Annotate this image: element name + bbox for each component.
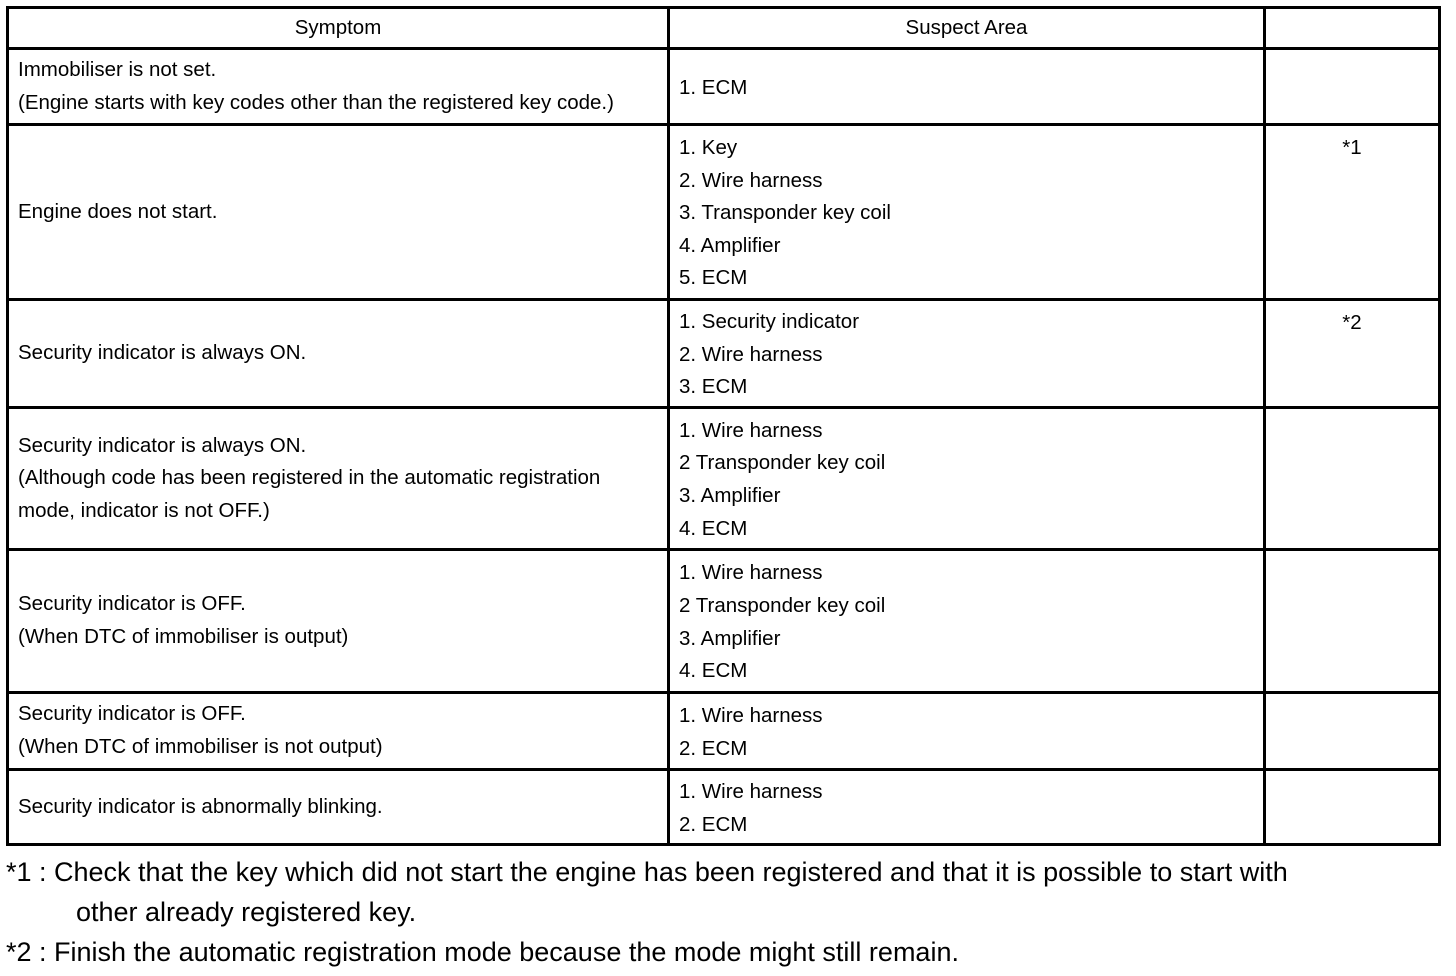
footnote-continuation: other already registered key. [76, 897, 417, 927]
suspect-area-item: 2. Wire harness [679, 168, 823, 192]
symptom-cell [8, 693, 669, 770]
suspect-area-item: 1. Wire harness [679, 780, 823, 803]
table-row [8, 693, 1440, 770]
suspect-area-item: 4. ECM [679, 516, 748, 540]
symptom-cell [8, 770, 669, 845]
symptom-line: (When DTC of immobiliser is output) [18, 625, 349, 648]
suspect-area-item: 1. ECM [679, 75, 748, 99]
suspect-area-item: 1. Wire harness [679, 418, 823, 442]
footnote-text: *1 : Check that the key which did not start the engine has been registered and that it is possible to start with [6, 857, 1288, 887]
table-body [8, 49, 1440, 845]
symptom-line: Engine does not start. [18, 199, 218, 223]
suspect-area-item: 4. ECM [679, 659, 748, 683]
footnote-text: *2 : Finish the automatic registration mode because the mode might still remain. [6, 937, 959, 967]
symptom-cell [8, 49, 669, 125]
symptom-line: (Although code has been registered in the automatic registration [18, 466, 601, 490]
symptom-line: Security indicator is OFF. [18, 702, 246, 726]
suspect-area-item: 2 Transponder key coil [679, 593, 886, 617]
footnote-2 [6, 932, 1446, 972]
suspect-area-cell [669, 408, 1265, 550]
header-note [1265, 8, 1440, 49]
note-cell [1265, 550, 1440, 693]
note-cell [1265, 770, 1440, 845]
suspect-area-item: 1. Wire harness [679, 561, 823, 585]
symptom-table [6, 6, 1441, 846]
table-row [8, 49, 1440, 125]
symptom-line: Security indicator is always ON. [18, 341, 307, 365]
table-row [8, 770, 1440, 845]
suspect-area-cell [669, 550, 1265, 693]
suspect-area-cell [669, 300, 1265, 408]
table-row [8, 300, 1440, 408]
suspect-area-item: 3. Amplifier [679, 626, 781, 650]
symptom-line: (When DTC of immobiliser is not output) [18, 735, 383, 758]
note-cell: *1 [1265, 125, 1440, 300]
suspect-area-item: 3. Transponder key coil [679, 201, 891, 225]
header-suspect-area: Suspect Area [669, 8, 1265, 49]
table-row [8, 125, 1440, 300]
symptom-line: Security indicator is abnormally blinking. [18, 794, 383, 818]
note-cell: *2 [1265, 300, 1440, 408]
suspect-area-item: 4. Amplifier [679, 233, 781, 257]
table-header [8, 8, 1440, 49]
header-symptom: Symptom [8, 8, 669, 49]
suspect-area-item: 2. ECM [679, 812, 748, 836]
symptom-line: Security indicator is always ON. [18, 433, 307, 457]
suspect-area-item: 2. ECM [679, 736, 748, 760]
symptom-cell [8, 125, 669, 300]
header-row [8, 8, 1440, 49]
footnotes [6, 852, 1446, 972]
symptom-line: mode, indicator is not OFF.) [18, 498, 270, 522]
symptom-cell [8, 550, 669, 693]
note-cell [1265, 49, 1440, 125]
suspect-area-cell [669, 770, 1265, 845]
suspect-area-item: 3. ECM [679, 375, 748, 399]
suspect-area-item: 1. Wire harness [679, 703, 823, 727]
symptom-line: Immobiliser is not set. [18, 57, 217, 81]
suspect-area-item: 1. Key [679, 136, 738, 160]
symptom-cell [8, 300, 669, 408]
suspect-area-cell [669, 693, 1265, 770]
suspect-area-item: 1. Security indicator [679, 310, 860, 334]
suspect-area-item: 2. Wire harness [679, 342, 823, 366]
suspect-area-item: 2 Transponder key coil [679, 451, 886, 475]
symptom-line: Security indicator is OFF. [18, 592, 246, 616]
troubleshooting-sheet [6, 6, 1438, 846]
table-row [8, 408, 1440, 550]
note-cell [1265, 408, 1440, 550]
footnote-1 [6, 852, 1446, 932]
suspect-area-cell [669, 49, 1265, 125]
symptom-line: (Engine starts with key codes other than the registered key code.) [18, 90, 614, 114]
suspect-area-item: 5. ECM [679, 266, 748, 290]
suspect-area-cell [669, 125, 1265, 300]
symptom-cell [8, 408, 669, 550]
table-row [8, 550, 1440, 693]
suspect-area-item: 3. Amplifier [679, 484, 781, 507]
note-cell [1265, 693, 1440, 770]
